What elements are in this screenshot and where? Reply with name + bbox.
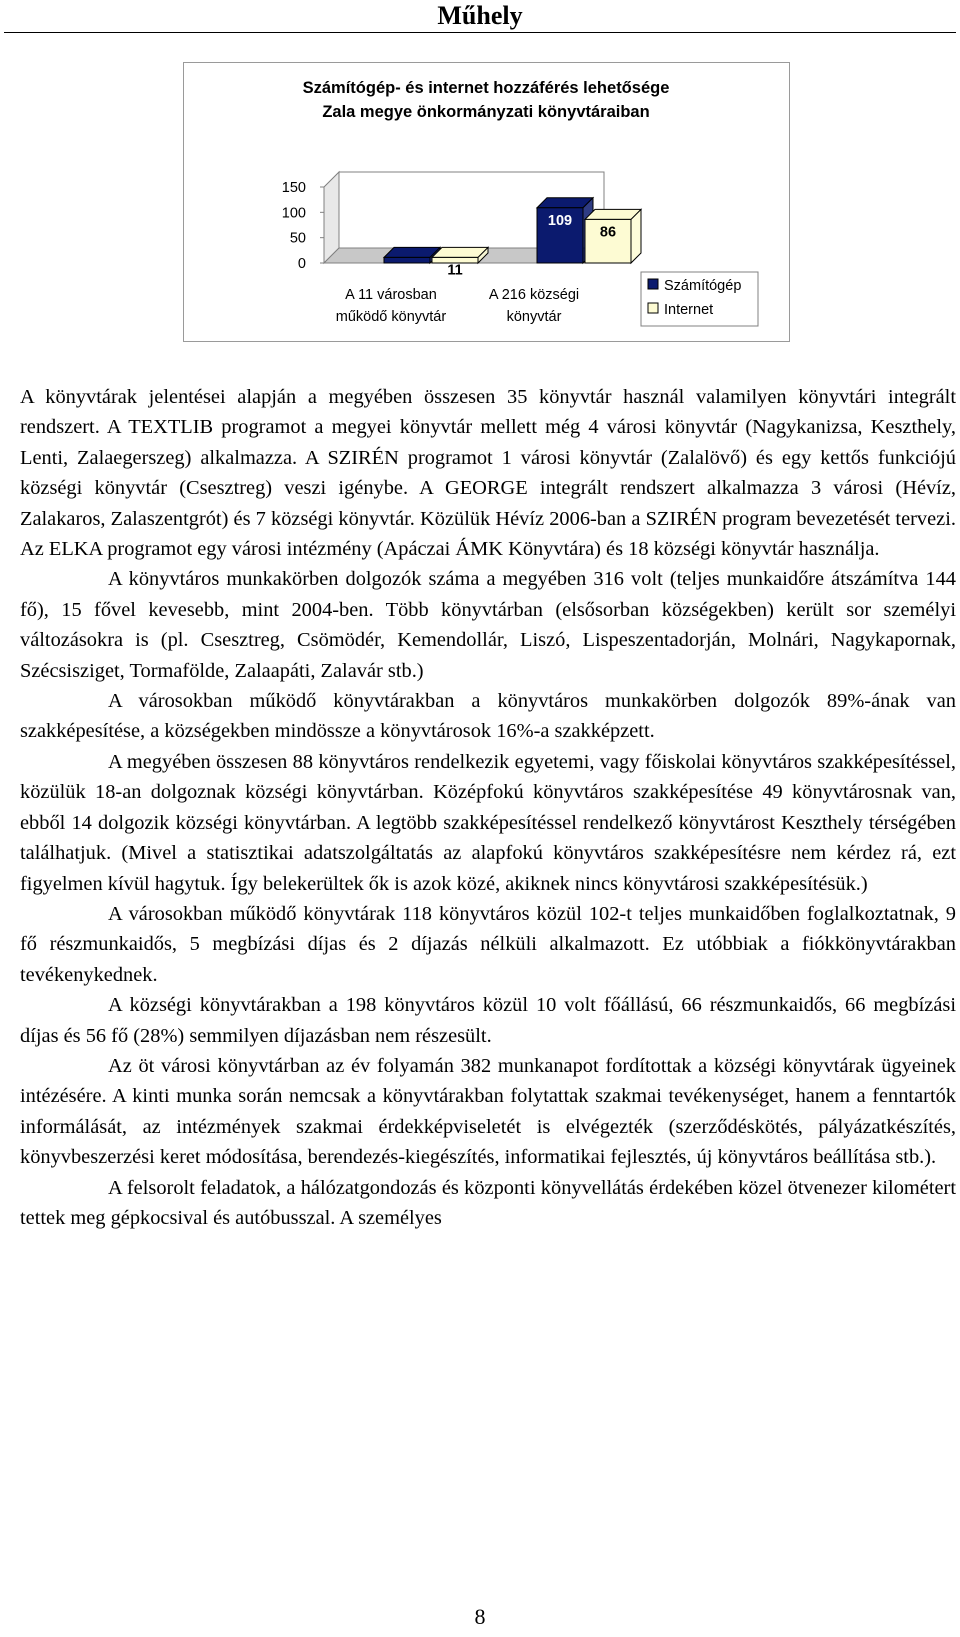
x-category-label: A 11 városban (345, 287, 437, 303)
chart-subtitle: Zala megye önkormányzati könyvtáraiban (322, 103, 650, 121)
page-number: 8 (474, 1604, 486, 1629)
data-label: 11 (399, 262, 415, 279)
legend-label: Internet (664, 302, 714, 318)
chart (183, 62, 790, 342)
y-tick-label: 150 (281, 180, 306, 196)
paragraph: A könyvtáros munkakörben dolgozók száma a megyében 316 volt (teljes munkaidőre átszámítva 144 fő), 15 fővel kevesebb, mint 2004-ben. Több könyvtárban (elsősorban községekben) került sor személyi változásokra is (pl. Csesztreg, Csömödér, Kemendollár, Liszó, Lispeszentadorján, Molnári, Nagykapornak, Szécsisziget, Tormafölde, Zalaapáti, Zalavár stb.) (20, 568, 956, 682)
x-category-label: könyvtár (506, 309, 562, 325)
y-tick-label: 50 (289, 230, 306, 247)
legend-swatch (648, 303, 658, 313)
paragraph: A könyvtárak jelentései alapján a megyében összesen 35 könyvtár használ valamilyen könyvtári integrált rendszert. A TEXTLIB programot a megyei könyvtár mellett még 4 városi könyvtár (Nagykanizsa, Keszthely, Lenti, Zalaegerszeg) alkalmazza. A SZIRÉN programot 1 városi könyvtár (Zalalövő) és egy kettős funkciójú községi könyvtár (Csesztreg) veszi igénybe. A GEORGE integrált rendszert alkalmazza 3 városi (Hévíz, Zalakaros, Zalaszentgrót) és 7 községi könyvtár. Közülük Hévíz 2006-ban a SZIRÉN program bevezetését tervezi. Az ELKA programot egy városi intézmény (Apáczai ÁMK Könyvtára) és 18 községi könyvtár használja. (20, 386, 956, 561)
data-label: 11 (447, 262, 463, 279)
chart-canvas (184, 63, 789, 341)
data-label: 86 (599, 224, 617, 241)
chart-title: Számítógép- és internet hozzáférés lehetősége (302, 79, 670, 97)
paragraph: A városokban működő könyvtárakban a könyvtáros munkakörben dolgozók 89%-ának van szakképesítése, a községekben mindössze a könyvtárosok 16%-a szakképzett. (20, 690, 956, 743)
paragraph: A községi könyvtárakban a 198 könyvtáros közül 10 volt főállású, 66 részmunkaidős, 66 megbízási díjas és 56 fő (28%) semmilyen díjazásban nem részesült. (20, 994, 956, 1047)
paragraph: Az öt városi könyvtárban az év folyamán 382 munkanapot fordítottak a községi könyvtárak ügyeinek intézésére. A kinti munka során nemcsak a könyvtárakban folytattak szakmai tevékenységet, hanem a fenntartók informálását, az intézmények szakmai érdekképviseletét is elvégezték (szerződéskötés, pályázatkészítés, könyvbeszerzési keret módosítása, berendezés-kiegészítés, informatikai fejlesztés, új könyvtáros beállítása stb.). (20, 1054, 956, 1169)
y-tick-label: 100 (281, 205, 306, 222)
x-category-label: A 216 községi (488, 287, 580, 303)
paragraph: A városokban működő könyvtárak 118 könyvtáros közül 102-t teljes munkaidőben foglalkoztatnak, 9 fő részmunkaidős, 5 megbízási díjas és 2 díjazás nélküli alkalmazott. Ez utóbbiak a fiókkönyvtárakban tevékenykednek. (20, 902, 956, 986)
legend-label: Számítógép (664, 278, 742, 294)
page-header: Műhely (437, 1, 523, 30)
paragraph: A megyében összesen 88 könyvtáros rendelkezik egyetemi, vagy főiskolai könyvtáros szakképesítéssel, közülük 18-an dolgoznak községi könyvtárban. Középfokú könyvtáros szakképesítése 49 könyvtárosnak van, ebből 14 dolgozik községi könyvtárban. A legtöbb szakképesítéssel rendelkező könyvtárost Keszthely térségében találhatjuk. (Mivel a statisztikai adatszolgáltatás az alapfokú könyvtáros szakképesítésre nem kérdez rá, ezt figyelmen kívül hagytuk. Így belekerültek ők is azok közé, akiknek nincs könyvtárosi szakképesítésük.) (20, 750, 956, 895)
header-rule (4, 32, 956, 33)
chart-side-wall (324, 172, 339, 263)
plot-area (282, 172, 758, 326)
legend-swatch (648, 279, 658, 289)
y-tick-label: 0 (297, 256, 306, 272)
data-label: 109 (547, 212, 573, 229)
bar-side (631, 209, 641, 263)
body-text (20, 382, 956, 1233)
x-category-label: működő könyvtár (335, 309, 447, 325)
paragraph: A felsorolt feladatok, a hálózatgondozás és központi könyvellátás érdekében közel ötvenezer kilométert tettek meg gépkocsival és autóbusszal. A személyes (20, 1176, 956, 1229)
